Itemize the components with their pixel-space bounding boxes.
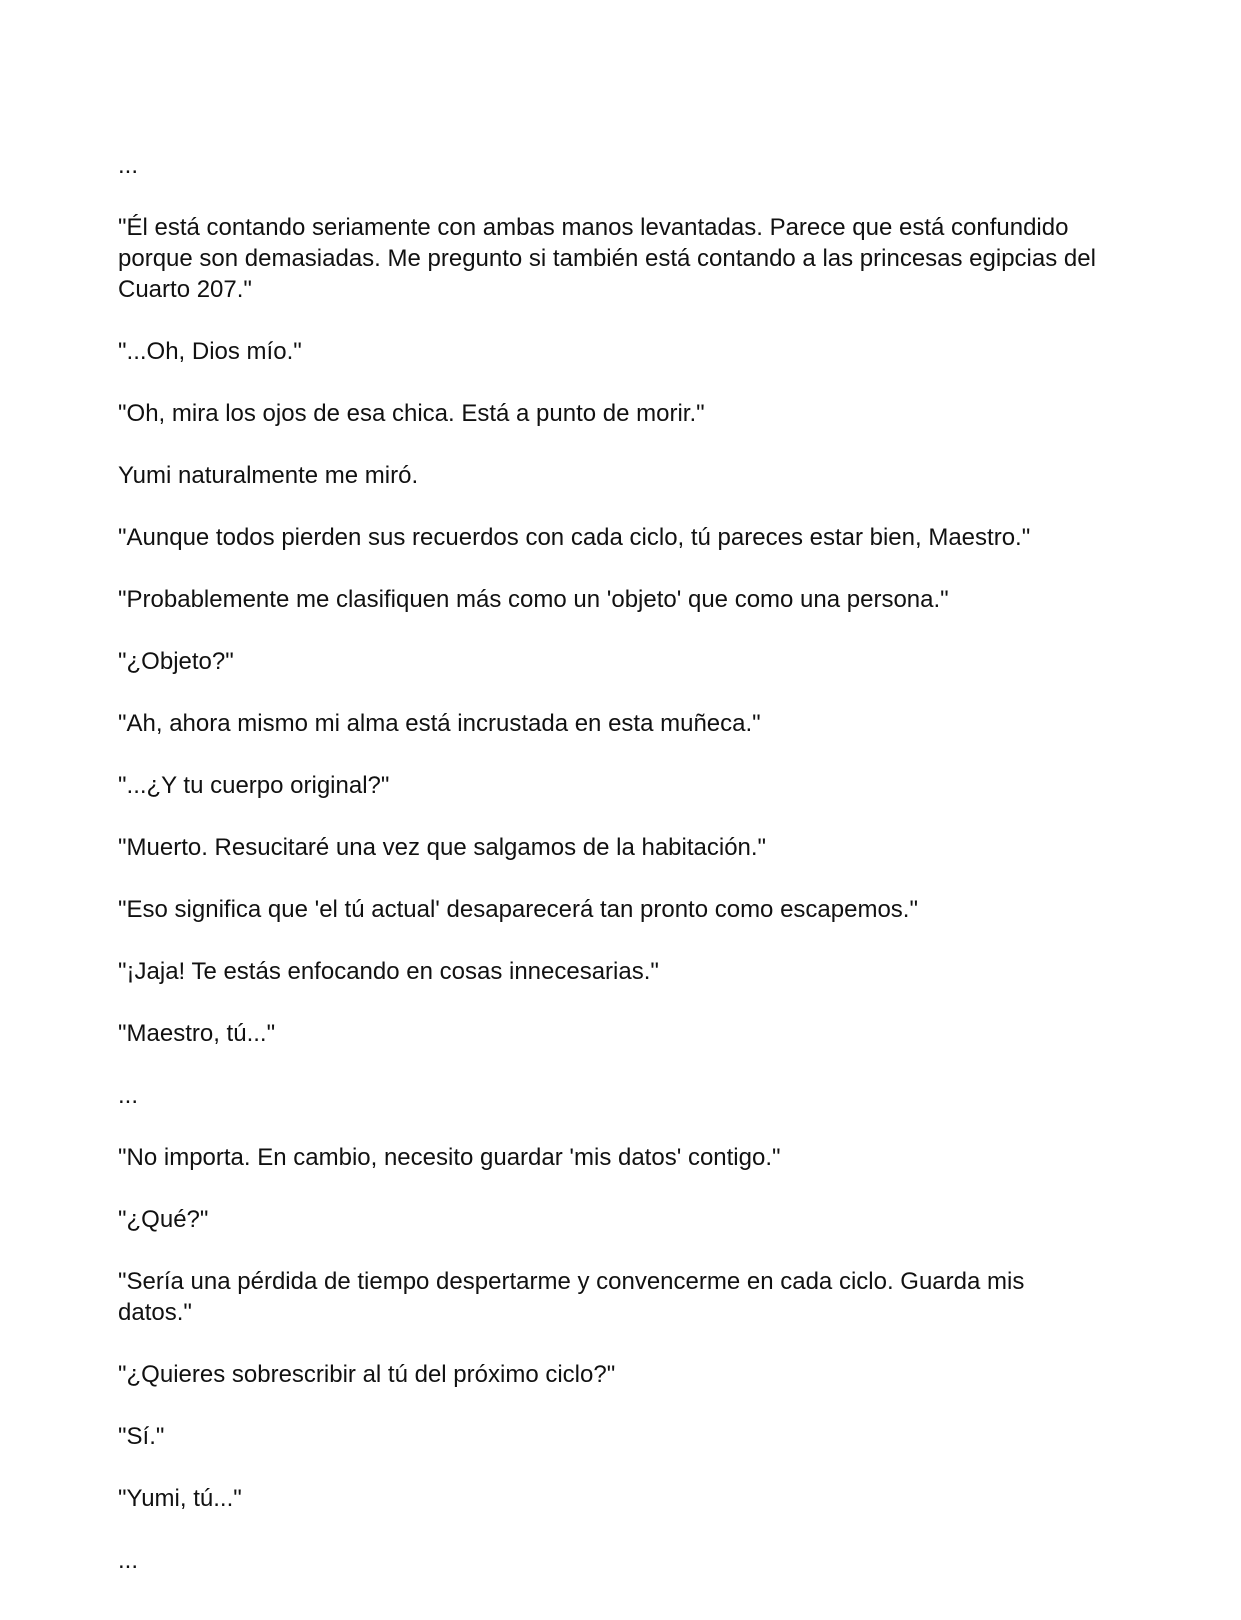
paragraph: "Yumi, tú..."	[118, 1485, 242, 1512]
paragraph: "Probablemente me clasifiquen más como un 'objeto' que como una persona."	[118, 586, 949, 613]
paragraph: "Sí."	[118, 1423, 165, 1450]
paragraph: "Él está contando seriamente con ambas manos levantadas. Parece que está confundido porque son demasiadas. Me pregunto si también está contando a las princesas egipcias del Cuarto 207."	[118, 214, 1096, 303]
paragraph: "¿Qué?"	[118, 1206, 209, 1233]
paragraph: "¿Objeto?"	[118, 648, 234, 675]
paragraph: "¿Quieres sobrescribir al tú del próximo ciclo?"	[118, 1361, 616, 1388]
paragraph: "Aunque todos pierden sus recuerdos con cada ciclo, tú pareces estar bien, Maestro."	[118, 524, 1031, 551]
paragraph: "Ah, ahora mismo mi alma está incrustada en esta muñeca."	[118, 710, 761, 737]
paragraph: "No importa. En cambio, necesito guardar 'mis datos' contigo."	[118, 1144, 781, 1171]
paragraph: "...¿Y tu cuerpo original?"	[118, 772, 390, 799]
paragraph-ellipsis: ...	[118, 1547, 139, 1574]
paragraph: "...Oh, Dios mío."	[118, 338, 302, 365]
document-body	[118, 150, 1098, 1607]
paragraph-ellipsis: ...	[118, 1082, 139, 1109]
paragraph-ellipsis: ...	[118, 152, 139, 179]
paragraph: "Sería una pérdida de tiempo despertarme y convencerme en cada ciclo. Guarda mis datos."	[118, 1268, 1025, 1326]
paragraph: Yumi naturalmente me miró.	[118, 462, 419, 489]
paragraph: "Eso significa que 'el tú actual' desaparecerá tan pronto como escapemos."	[118, 896, 918, 923]
paragraph: "¡Jaja! Te estás enfocando en cosas innecesarias."	[118, 958, 659, 985]
paragraph: "Muerto. Resucitaré una vez que salgamos de la habitación."	[118, 834, 767, 861]
paragraph: "Oh, mira los ojos de esa chica. Está a punto de morir."	[118, 400, 705, 427]
paragraph: "Maestro, tú..."	[118, 1020, 276, 1047]
